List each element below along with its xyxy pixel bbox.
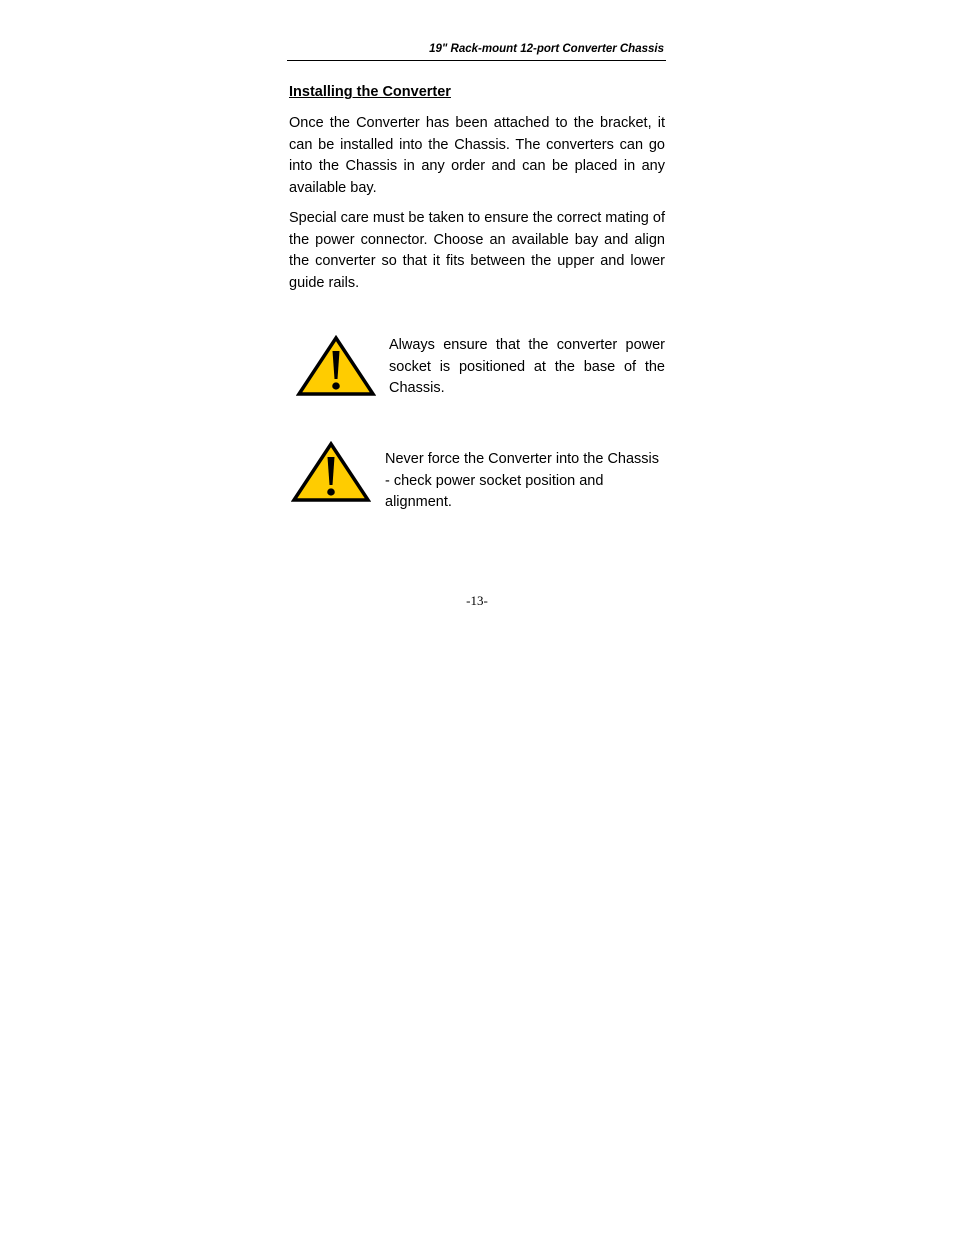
- warning-message: Always ensure that the converter power socket is positioned at the base of the Chassis.: [389, 337, 665, 396]
- warning-triangle-icon: [291, 441, 371, 503]
- header-title: 19" Rack-mount 12-port Converter Chassis: [429, 43, 664, 55]
- warning-message: Never force the Converter into the Chassis - check power socket position and alignment.: [385, 451, 660, 510]
- page-number: -13-: [466, 593, 488, 608]
- body-paragraph: Once the Converter has been attached to the bracket, it can be installed into the Chassis. The converters can go into the Chassis in any order and can be placed in any available bay.: [289, 115, 665, 196]
- warning-triangle-icon: [296, 335, 376, 397]
- page-header: [287, 42, 666, 61]
- body-paragraph: Special care must be taken to ensure the correct mating of the power connector. Choose an available bay and align the converter so that it fits between the upper and lower guide rails.: [289, 210, 665, 291]
- section-title: Installing the Converter: [289, 84, 451, 100]
